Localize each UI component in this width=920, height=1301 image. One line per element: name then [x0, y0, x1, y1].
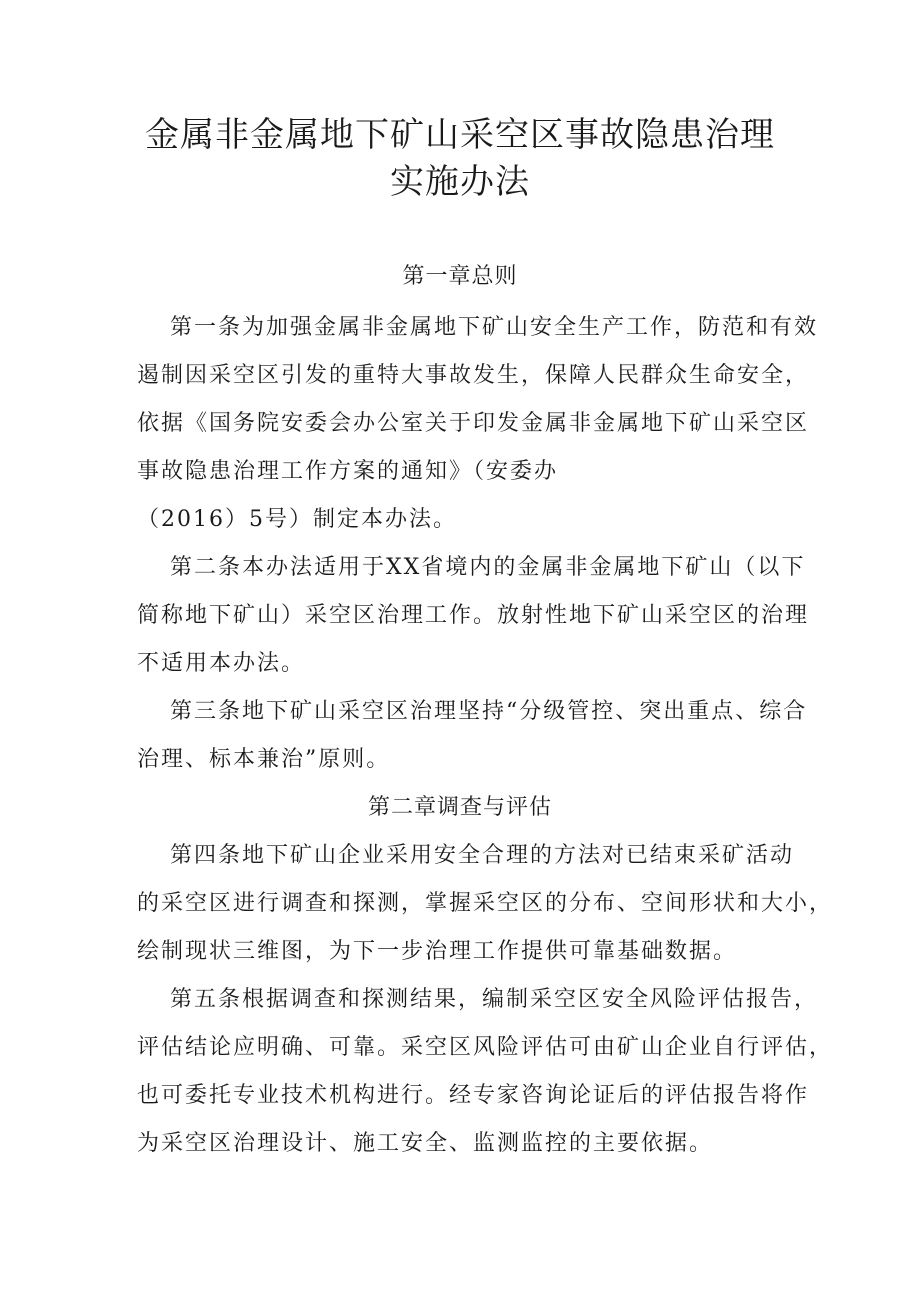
- chapter-1-heading: 第一章总则: [402, 264, 518, 289]
- article-2-line-1: 第二条本办法适用于XX省境内的金属非金属地下矿山（以下: [170, 555, 806, 580]
- article-4-line-3: 绘制现状三维图，为下一步治理工作提供可靠基础数据。: [137, 939, 738, 964]
- article-2-line-2: 简称地下矿山）采空区治理工作。放射性地下矿山采空区的治理: [137, 603, 810, 628]
- article-3-line-1: 第三条地下矿山采空区治理坚持“分级管控、突出重点、综合: [170, 699, 808, 724]
- article-4-line-1: 第四条地下矿山企业采用安全合理的方法对已结束采矿活动: [170, 843, 795, 868]
- chapter-2-heading: 第二章调查与评估: [367, 795, 552, 820]
- article-1-line-3: 依据《国务院安委会办公室关于印发金属非金属地下矿山采空区: [137, 411, 810, 436]
- document-title-line-1: 金属非金属地下矿山采空区事故隐患治理: [145, 115, 775, 155]
- article-1-line-1: 第一条为加强金属非金属地下矿山安全生产工作，防范和有效: [170, 315, 819, 340]
- article-5-line-4: 为采空区治理设计、施工安全、监测监控的主要依据。: [137, 1131, 714, 1156]
- article-1-line-2: 遏制因采空区引发的重特大事故发生，保障人民群众生命安全，: [137, 363, 810, 388]
- article-2-line-3: 不适用本办法。: [137, 651, 306, 676]
- article-4-line-2: 的采空区进行调查和探测，掌握采空区的分布、空间形状和大小，: [137, 891, 834, 916]
- document-title-line-2: 实施办法: [390, 162, 530, 202]
- article-3-line-2: 治理、标本兼治”原则。: [137, 747, 391, 772]
- article-5-line-3: 也可委托专业技术机构进行。经专家咨询论证后的评估报告将作: [137, 1083, 810, 1108]
- article-1-line-5: （2016）5号）制定本办法。: [137, 507, 457, 532]
- article-5-line-1: 第五条根据调查和探测结果，编制采空区安全风险评估报告，: [170, 987, 819, 1012]
- article-1-line-4: 事故隐患治理工作方案的通知》（安委办: [137, 459, 559, 484]
- article-5-line-2: 评估结论应明确、可靠。采空区风险评估可由矿山企业自行评估，: [137, 1035, 834, 1060]
